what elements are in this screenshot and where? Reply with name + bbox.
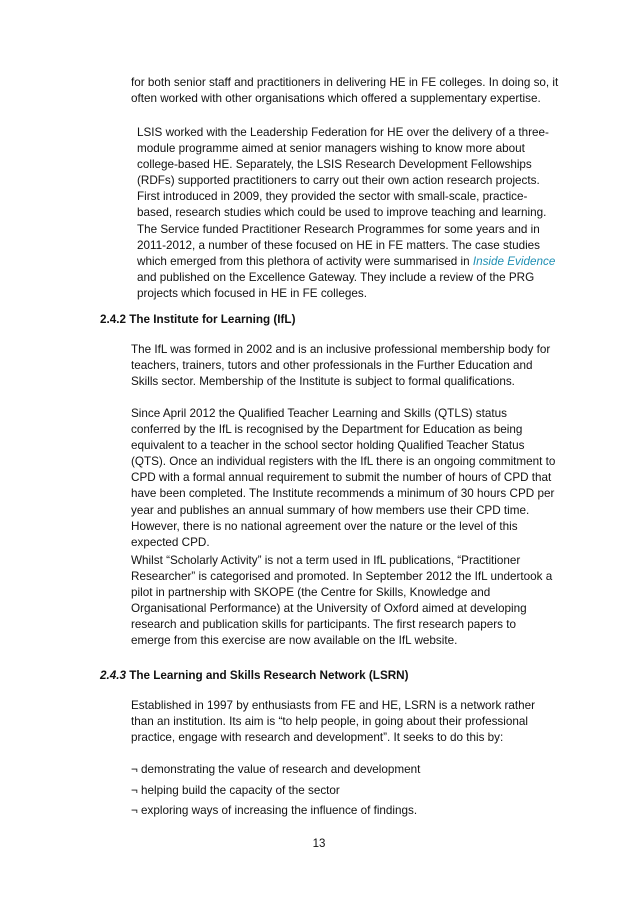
text-line: for both senior staff and practitioners in delivering HE in FE colleges. In doing so, it — [131, 76, 559, 89]
section-number: 2.4.3 — [100, 669, 126, 682]
text-line: practice, engage with research and development”. It seeks to do this by: — [131, 731, 504, 745]
text-line: LSIS worked with the Leadership Federation for HE over the delivery of a three- — [137, 126, 549, 139]
text-line: research and publication skills for participants. The first research papers to — [131, 618, 517, 632]
text-line: Whilst “Scholarly Activity” is not a term used in IfL publications, “Practitioner — [131, 554, 521, 567]
lsis-paragraph — [137, 125, 555, 302]
intro-paragraph — [131, 75, 558, 107]
section-number: 2.4.2 — [100, 313, 126, 326]
text-line: college-based HE. Separately, the LSIS Research Development Fellowships — [137, 158, 532, 172]
text-line: module programme aimed at senior managers wishing to know more about — [137, 142, 525, 156]
list-item — [131, 762, 420, 778]
lsrn-paragraph-1 — [131, 698, 535, 746]
section-title: The Institute for Learning (IfL) — [129, 313, 296, 326]
text-line: Researcher” is categorised and promoted. In September 2012 the IfL undertook a — [131, 570, 553, 584]
bullet-mark: ¬ — [131, 784, 138, 797]
bullet-mark: ¬ — [131, 763, 138, 776]
text-line: 2011-2012, a number of these focused on HE in FE matters. The case studies — [137, 238, 541, 252]
text-line: Since April 2012 the Qualified Teacher Learning and Skills (QTLS) status — [131, 407, 507, 420]
text-line: (RDFs) supported practitioners to carry out their own action research projects. — [137, 174, 540, 188]
text-line: year and publishes an annual summary of how members use their CPD time. — [131, 503, 530, 517]
text-line: and published on the Excellence Gateway. They include a review of the PRG — [137, 270, 535, 284]
text-span: which emerged from this plethora of activity were summarised in — [137, 254, 473, 268]
text-line: (QTS). Once an individual registers with the IfL there is an ongoing commitment to — [131, 455, 556, 469]
list-item-text: demonstrating the value of research and development — [141, 763, 421, 776]
ifl-paragraph-3 — [131, 553, 552, 650]
text-line: The Service funded Practitioner Research Programmes for some years and in — [137, 222, 540, 236]
text-line: Established in 1997 by enthusiasts from FE and HE, LSRN is a network rather — [131, 699, 536, 712]
text-line: teachers, trainers, tutors and other professionals in the Further Education and — [131, 359, 533, 373]
text-line: Skills sector. Membership of the Institute is subject to formal qualifications. — [131, 375, 515, 389]
text-line: projects which focused in HE in FE colleges. — [137, 286, 367, 300]
text-line: Organisational Performance) at the University of Oxford aimed at developing — [131, 602, 527, 616]
text-line: pilot in partnership with SKOPE (the Centre for Skills, Knowledge and — [131, 586, 491, 600]
text-line: based, research studies which could be used to improve teaching and learning. — [137, 206, 547, 220]
text-line: conferred by the IfL is recognised by the Department for Education as being — [131, 423, 523, 437]
text-line: However, there is no national agreement over the nature or the level of this — [131, 519, 518, 533]
list-item-text: helping build the capacity of the sector — [141, 784, 340, 797]
inside-evidence-link[interactable]: Inside Evidence — [472, 254, 556, 268]
list-item — [131, 783, 340, 799]
ifl-paragraph-1 — [131, 342, 550, 390]
section-heading-2-4-3 — [100, 668, 409, 684]
bullet-mark: ¬ — [131, 804, 138, 817]
text-line: equivalent to a teacher in the school sector holding Qualified Teacher Status — [131, 439, 525, 453]
text-line: emerge from this exercise are now available on the IfL website. — [131, 634, 458, 648]
text-line: have been completed. The Institute recommends a minimum of 30 hours CPD per — [131, 487, 555, 501]
page-number: 13 — [312, 838, 326, 850]
text-line: expected CPD. — [131, 535, 210, 549]
ifl-paragraph-2 — [131, 406, 555, 551]
text-line: than an institution. Its aim is “to help people, in going about their professional — [131, 715, 528, 729]
text-line — [137, 254, 555, 270]
list-item — [131, 803, 417, 819]
section-title: The Learning and Skills Research Network (LSRN) — [129, 669, 409, 682]
text-line: often worked with other organisations which offered a supplementary expertise. — [131, 92, 541, 106]
list-item-text: exploring ways of increasing the influence of findings. — [141, 804, 418, 817]
text-line: First introduced in 2009, they provided the sector with small-scale, practice- — [137, 190, 528, 204]
section-heading-2-4-2 — [100, 312, 295, 328]
text-line: The IfL was formed in 2002 and is an inclusive professional membership body for — [131, 343, 551, 356]
text-line: CPD with a formal annual requirement to submit the number of hours of CPD that — [131, 471, 552, 485]
